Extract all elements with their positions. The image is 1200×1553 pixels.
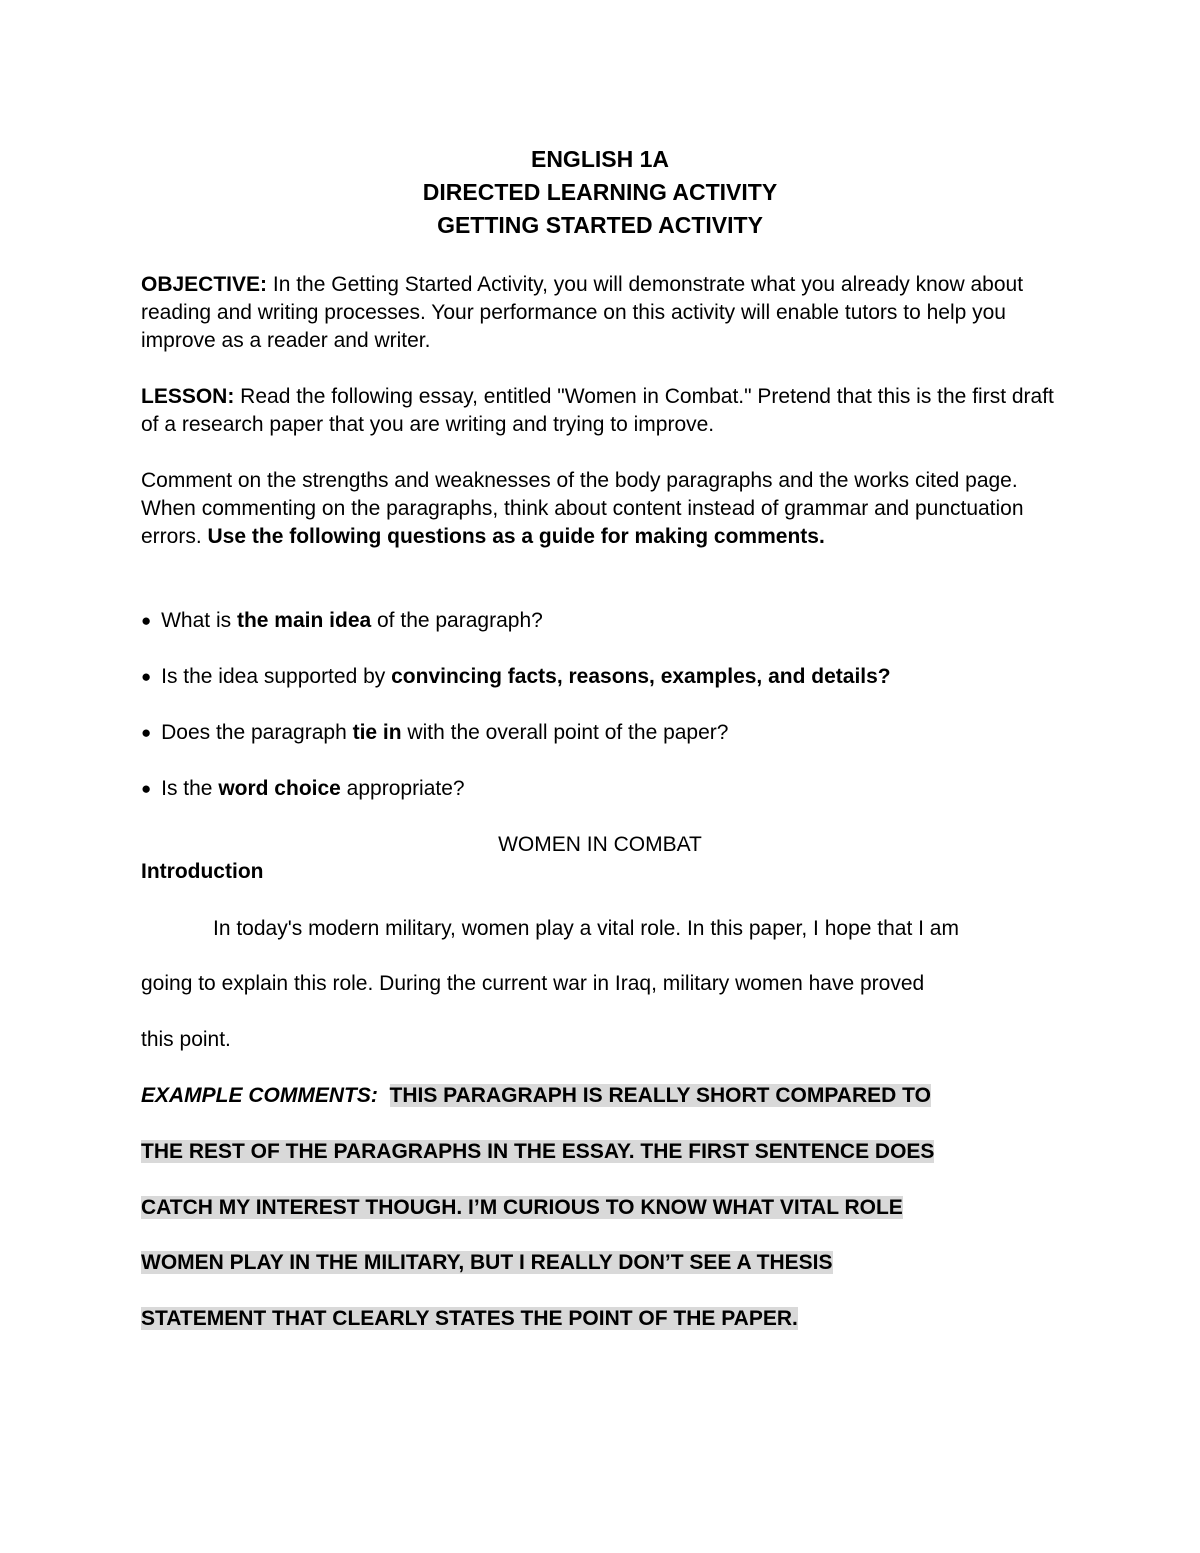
instructions-emphasis: Use the following questions as a guide for making comments. [207, 525, 825, 548]
bullet-item [141, 775, 1071, 803]
example-comment-line [141, 1249, 833, 1277]
objective-text: In the Getting Started Activity, you will demonstrate what you already know about reading and writing processes. Your performance on this activity will enable tutors to help you improve as a reader and writer. [141, 273, 1024, 352]
bullet-text: of the paragraph? [371, 609, 543, 632]
comment-instructions [141, 467, 1071, 551]
bullet-text: Does the paragraph [155, 721, 353, 744]
highlighted-comment: WOMEN PLAY IN THE MILITARY, BUT I REALLY DON’T SEE A THESIS [141, 1251, 833, 1274]
highlighted-comment: THE REST OF THE PARAGRAPHS IN THE ESSAY. THE FIRST SENTENCE DOES [141, 1140, 935, 1163]
bullet-icon: ● [141, 667, 152, 686]
highlighted-comment: STATEMENT THAT CLEARLY STATES THE POINT OF THE PAPER. [141, 1307, 798, 1330]
highlighted-comment: CATCH MY INTEREST THOUGH. I’M CURIOUS TO KNOW WHAT VITAL ROLE [141, 1196, 903, 1219]
lesson-text: Read the following essay, entitled "Women in Combat." Pretend that this is the first draft of a research paper that you are writing and trying to improve. [141, 385, 1054, 436]
bullet-item [141, 663, 1071, 691]
title-activity-type: DIRECTED LEARNING ACTIVITY [422, 179, 778, 205]
bullet-item [141, 719, 1071, 747]
bullet-emphasis: the main idea [236, 609, 372, 632]
essay-title: WOMEN IN COMBAT [498, 833, 702, 856]
title-course: ENGLISH 1A [530, 146, 670, 172]
essay-section-heading: Introduction [141, 860, 264, 883]
bullet-emphasis: word choice [218, 777, 341, 800]
bullet-text: Is the idea supported by [155, 665, 392, 688]
example-comment-line [141, 1305, 798, 1333]
title-activity-name: GETTING STARTED ACTIVITY [437, 212, 763, 238]
lesson-paragraph [141, 383, 1071, 439]
bullet-emphasis: convincing facts, reasons, examples, and details? [391, 665, 891, 688]
document-title [0, 143, 1200, 242]
objective-label: OBJECTIVE: [141, 273, 268, 296]
bullet-text: appropriate? [340, 777, 465, 800]
bullet-icon: ● [141, 723, 152, 742]
lesson-label: LESSON: [141, 385, 235, 408]
example-comment-line [141, 1138, 934, 1166]
objective-paragraph [141, 271, 1071, 355]
bullet-icon: ● [141, 779, 152, 798]
bullet-emphasis: tie in [352, 721, 402, 744]
bullet-text: Is the [155, 777, 219, 800]
bullet-text: with the overall point of the paper? [401, 721, 729, 744]
essay-line: this point. [141, 1028, 231, 1051]
instructions-text: Comment on the strengths and weaknesses of the body paragraphs and the works cited page. When commenting on the paragraphs, think about content instead of grammar and punctuation errors. [141, 469, 1024, 548]
essay-line: In today's modern military, women play a vital role. In this paper, I hope that I am [213, 917, 959, 940]
essay-line: going to explain this role. During the current war in Iraq, military women have proved [141, 972, 925, 995]
example-comment-line [141, 1082, 931, 1110]
example-comments-label: EXAMPLE COMMENTS: [141, 1084, 378, 1107]
highlighted-comment: THIS PARAGRAPH IS REALLY SHORT COMPARED TO [389, 1084, 931, 1107]
bullet-icon: ● [141, 611, 152, 630]
example-comment-line [141, 1194, 903, 1222]
bullet-item [141, 607, 1071, 635]
bullet-text: What is [155, 609, 237, 632]
